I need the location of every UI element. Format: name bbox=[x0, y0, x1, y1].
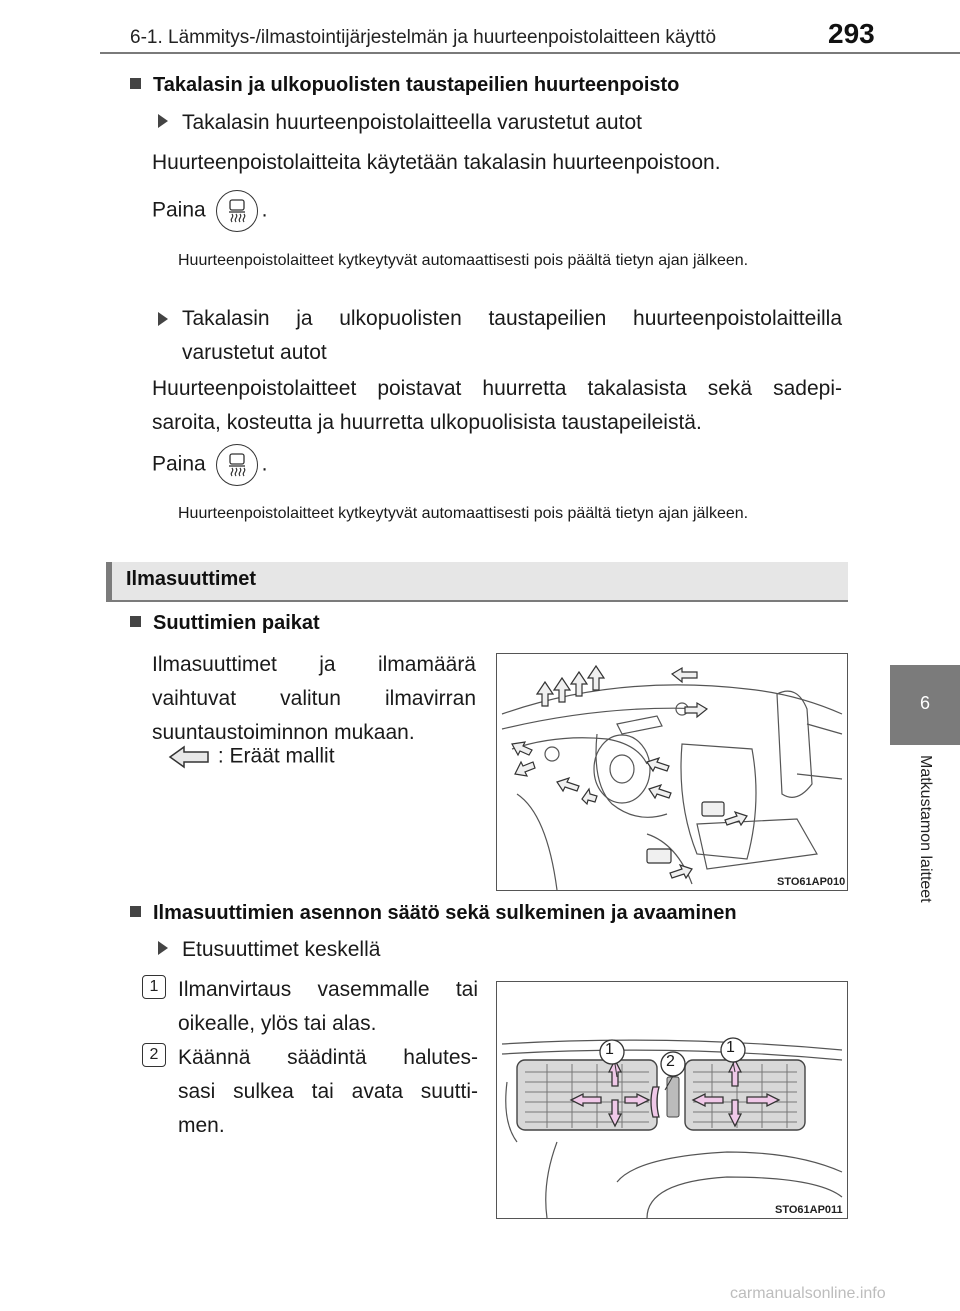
vent-locations-figure bbox=[496, 653, 848, 891]
step1-badge: 1 bbox=[142, 975, 166, 999]
mirror-defogger-button-icon bbox=[216, 444, 258, 486]
callout-1-left: 1 bbox=[605, 1041, 614, 1058]
arrow-legend-icon bbox=[168, 744, 212, 770]
rear-item1-title: Takalasin huurteenpoistolaitteella varustetut autot bbox=[158, 111, 642, 135]
chapter-label: Matkustamon laitteet bbox=[917, 755, 934, 903]
rear-item2-press: Paina . bbox=[152, 444, 267, 486]
footer-watermark: carmanualsonline.info bbox=[730, 1285, 886, 1302]
rear-item2-note: Huurteenpoistolaitteet kytkeytyvät automaattisesti pois päältä tietyn ajan jälkeen. bbox=[178, 505, 749, 522]
figure-code: STO61AP010 bbox=[777, 876, 846, 888]
center-vents-illustration bbox=[497, 982, 847, 1218]
vents-section-bar bbox=[106, 562, 848, 602]
vent-locations-heading: Suuttimien paikat bbox=[130, 612, 320, 635]
square-bullet-icon bbox=[130, 906, 141, 917]
rear-item1-press: Paina . bbox=[152, 190, 267, 232]
step2-text: Käännä säädintä halutes- sasi sulkea tai avata suutti- men. bbox=[178, 1046, 478, 1137]
figure-code: STO61AP011 bbox=[775, 1204, 843, 1216]
step2-badge: 2 bbox=[142, 1043, 166, 1067]
callout-2: 2 bbox=[666, 1053, 675, 1070]
vent-legend: : Eräät mallit bbox=[168, 744, 335, 770]
rear-item1-note: Huurteenpoistolaitteet kytkeytyvät automaattisesti pois päältä tietyn ajan jälkeen. bbox=[178, 252, 749, 269]
vent-adjust-sub: Etusuuttimet keskellä bbox=[158, 938, 380, 962]
header-title: 6-1. Lämmitys-/ilmastointijärjestelmän ja huurteenpoistolaitteen käyttö bbox=[130, 27, 717, 48]
chapter-label-wrap bbox=[890, 745, 960, 975]
chapter-number: 6 bbox=[919, 693, 930, 713]
rear-defog-heading: Takalasin ja ulkopuolisten taustapeilien huurteenpoisto bbox=[130, 74, 679, 97]
callout-1-right: 1 bbox=[726, 1039, 735, 1056]
square-bullet-icon bbox=[130, 78, 141, 89]
vents-section-title: Ilmasuuttimet bbox=[126, 568, 257, 590]
vent-adjust-heading: Ilmasuuttimien asennon säätö sekä sulkeminen ja avaaminen bbox=[130, 902, 737, 925]
rear-item2-title: Takalasin ja ulkopuolisten taustapeilien huurteenpoistolaitteilla varustetut autot bbox=[158, 302, 842, 370]
rear-item2-body: Huurteenpoistolaitteet poistavat huurretta takalasista sekä sadepi- saroita, kosteutta ja huurretta ulkopuolisista taustapeileistä. bbox=[152, 377, 842, 434]
rear-item1-body: Huurteenpoistolaitteita käytetään takalasin huurteenpoistoon. bbox=[152, 151, 721, 174]
section-bar-mark bbox=[106, 562, 112, 600]
vent-adjust-figure bbox=[496, 981, 848, 1219]
square-bullet-icon bbox=[130, 616, 141, 627]
page-number: 293 bbox=[828, 18, 875, 49]
triangle-bullet-icon bbox=[158, 312, 168, 326]
step1-text: Ilmanvirtaus vasemmalle tai oikealle, ylös tai alas. bbox=[178, 978, 478, 1035]
triangle-bullet-icon bbox=[158, 114, 168, 128]
vent-locations-body: Ilmasuuttimet ja ilmamäärä vaihtuvat valitun ilmavirran suuntaustoiminnon mukaan. bbox=[152, 653, 476, 744]
rear-defogger-button-icon bbox=[216, 190, 258, 232]
triangle-bullet-icon bbox=[158, 941, 168, 955]
header-rule bbox=[100, 52, 960, 54]
cabin-illustration bbox=[497, 654, 847, 890]
